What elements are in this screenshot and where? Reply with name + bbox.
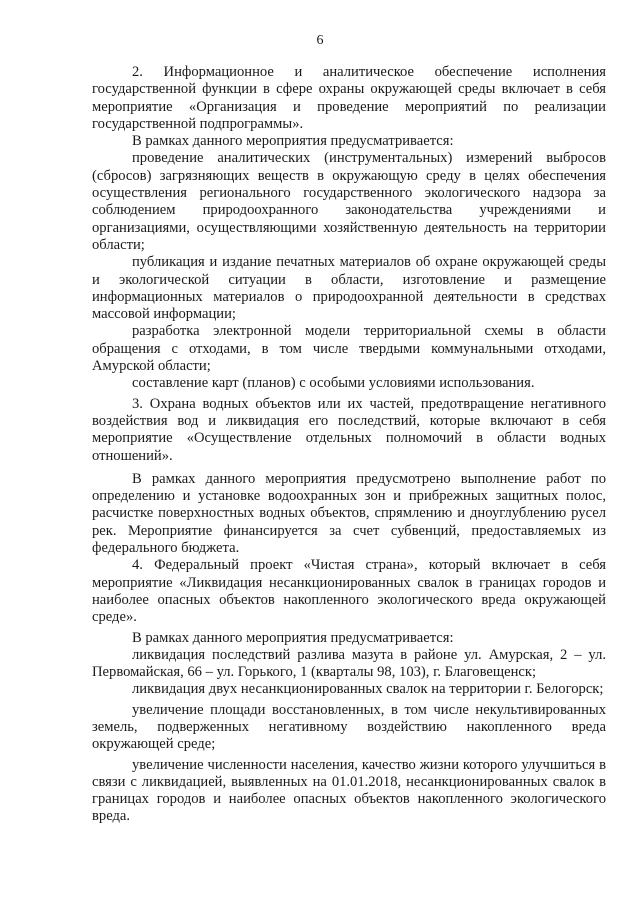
- paragraph-waste-model: разработка электронной модели территориальной схемы в области обращения с отходами, в том числе твердыми коммунальными отходами, Амурской области;: [92, 323, 606, 375]
- paragraph-intro-2: В рамках данного мероприятия предусматривается:: [132, 629, 454, 646]
- paragraph-restored-area: увеличение площади восстановленных, в том числе некультивированных земель, подверженных негативному воздействию накопленного вреда окружающей среде;: [92, 701, 606, 753]
- paragraph-population: увеличение численности населения, качество жизни которого улучшиться в связи с ликвидацией, выявленных на 01.01.2018, несанкционированных свалок в границах городов и наиболее опасных объектов накопленного экологического вреда.: [92, 756, 606, 825]
- paragraph-publication: публикация и издание печатных материалов об охране окружающей среды и экологической ситуации в области, изготовление и размещение информационных материалов о природоохранной деятельности в средствах массовой информации;: [92, 254, 606, 323]
- paragraph-item-2: 2. Информационное и аналитическое обеспечение исполнения государственной функции в сфере охраны окружающей среды включает в себя мероприятие «Организация и проведение мероприятий по реализации государственной подпрограммы».: [92, 64, 606, 132]
- paragraph-dumps-belogorsk: ликвидация двух несанкционированных свалок на территории г. Белогорск;: [132, 681, 604, 698]
- paragraph-intro-1: В рамках данного мероприятия предусматривается:: [132, 133, 454, 150]
- paragraph-maps: составление карт (планов) с особыми условиями использования.: [132, 375, 535, 392]
- paragraph-item-4: 4. Федеральный проект «Чистая страна», который включает в себя мероприятие «Ликвидация несанкционированных свалок в границах городов и наиболее опасных объектов накопленного экологического вреда окружающей среде».: [92, 557, 606, 626]
- document-body: [92, 64, 606, 826]
- paragraph-water-works: В рамках данного мероприятия предусмотрено выполнение работ по определению и установке водоохранных зон и прибрежных защитных полос, расчистке поверхностных водных объектов, спрямлению и дноуглублению русел рек. Мероприятие финансируется за счет субвенций, предоставляемых из федерального бюджета.: [92, 470, 606, 557]
- paragraph-analytics: проведение аналитических (инструментальных) измерений выбросов (сбросов) загрязняющих веществ в окружающую среду в целях обеспечения осуществления регионального государственного экологического надзора за соблюдением природоохранного законодательства учреждениями и организациями, осуществляющими хозяйственную деятельность на территории области;: [92, 150, 606, 253]
- paragraph-mazut: ликвидация последствий разлива мазута в районе ул. Амурская, 2 – ул. Первомайская, 66 – ул. Горького, 1 (кварталы 98, 103), г. Благовещенск;: [92, 646, 606, 681]
- page-number: 6: [316, 33, 324, 48]
- paragraph-item-3: 3. Охрана водных объектов или их частей, предотвращение негативного воздействия вод и ликвидация его последствий, которые включают в себя мероприятие «Осуществление отдельных полномочий в области водных отношений».: [92, 395, 606, 464]
